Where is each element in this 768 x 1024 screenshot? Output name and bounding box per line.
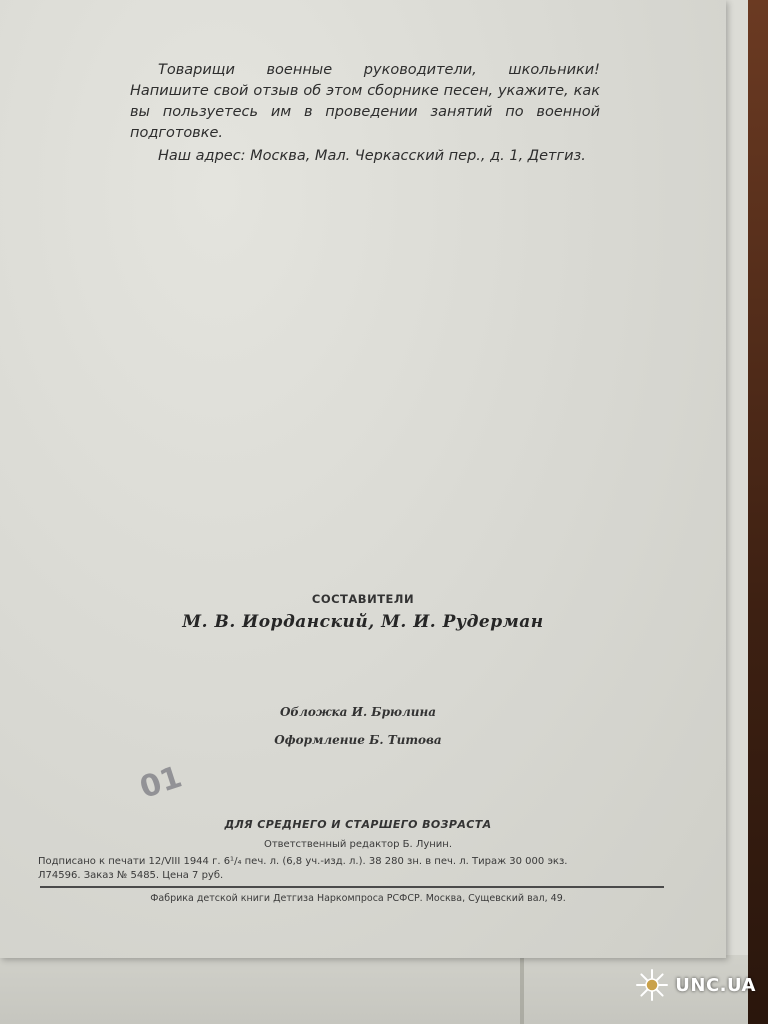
page-fold-line [520,955,524,1024]
compilers-heading: СОСТАВИТЕЛИ [311,592,415,606]
age-note: ДЛЯ СРЕДНЕГО И СТАРШЕГО ВОЗРАСТА [224,818,492,831]
watermark [635,968,756,1002]
ink-stamp-mark: 01 [135,759,187,806]
appeal-paragraph: Товарищи военные руководители, школьники! Напишите свой отзыв об этом сборнике песен, укажите, как вы пользуетесь им в проведении занятий по военной подготовке. [130,62,600,141]
cover-credit: Обложка И. Брюлина [279,705,437,719]
imprint-block [38,855,678,883]
reader-appeal [130,60,600,167]
sunburst-logo-icon [635,968,669,1002]
design-credit: Оформление Б. Титова [274,733,442,747]
address-paragraph: Наш адрес: Москва, Мал. Черкасский пер., д. 1, Детгиз. [158,148,586,164]
compilers-names: М. В. Иорданский, М. И. Рудерман [182,612,544,632]
watermark-text: UNC.UA [675,974,756,996]
printer-line: Фабрика детской книги Детгиза Наркомпроса РСФСР. Москва, Сущевский вал, 49. [150,893,566,904]
horizontal-rule [40,886,664,888]
editor-line: Ответственный редактор Б. Лунин. [263,839,453,850]
imprint-line-2: Л74596. Заказ № 5485. Цена 7 руб. [38,870,224,881]
imprint-line-1: Подписано к печати 12/VIII 1944 г. 6¹/₄ печ. л. (6,8 уч.-изд. л.). 38 280 зн. в печ. л. Тираж 30 000 экз. [38,856,568,867]
